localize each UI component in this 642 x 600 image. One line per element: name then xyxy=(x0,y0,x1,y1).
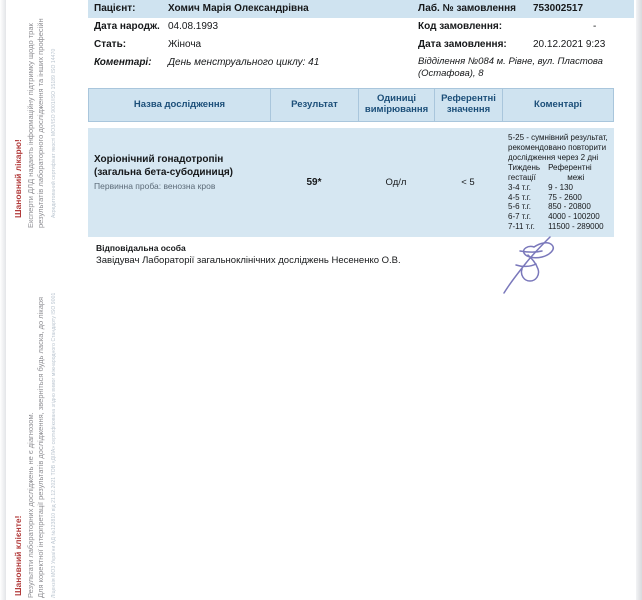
margin-client-license: Ліцензія МОЗ України АД №123810 від 21.12.2021 TOB «ДІЛА» сертифікована згідно вимог міжнародного Стандарту ISO 9001 xyxy=(51,292,57,598)
gestation-header-week-2: гестації xyxy=(508,173,536,182)
margin-doctor-accreditation: Акредитований сертифікат якості МОЗ/ISO 9001/ISO 15189 ISO 14470 xyxy=(51,48,57,218)
comment-line-2: рекомендовано повторити xyxy=(508,142,607,152)
header-row-birthdate xyxy=(88,18,634,36)
gestation-reference-table xyxy=(508,163,608,231)
margin-doctor-line-1: Експерти ДЛД надають інформаційну підтримку щодо трак xyxy=(26,23,35,228)
test-sample-text: Первинна проба: венозна кров xyxy=(94,181,216,191)
lab-number-label: Лаб. № замовлення xyxy=(418,3,516,14)
column-header-unit: Одиниці вимірювання xyxy=(359,89,435,121)
margin-doctor-line-2: результатів лабораторного дослідження та інших професійн xyxy=(36,18,45,228)
page-edge-right xyxy=(636,0,642,600)
column-header-name: Назва дослідження xyxy=(89,89,271,121)
margin-client-line-1: Результати лабораторних досліджень не є діагнозом. xyxy=(26,412,35,598)
signature-block xyxy=(96,243,616,266)
column-header-comments: Коментарі xyxy=(534,98,582,110)
order-code-value: - xyxy=(593,21,597,32)
column-header-reference: Референтні значення xyxy=(435,89,503,121)
gestation-week: 3-4 т.г. xyxy=(508,182,531,192)
signature-mark-icon xyxy=(476,231,572,301)
column-header-result: Результат xyxy=(271,89,359,121)
margin-doctor-title: Шановний лікарю! xyxy=(13,139,23,218)
gestation-row xyxy=(508,202,608,212)
gestation-row xyxy=(508,183,608,193)
gestation-week: 6-7 т.г. xyxy=(508,212,531,221)
header-row-patient xyxy=(88,0,634,18)
order-code-label: Код замовлення: xyxy=(418,21,503,32)
margin-client-title: Шановний клієнте! xyxy=(13,515,23,596)
gestation-header-row-2 xyxy=(508,173,608,183)
birthdate-value: 04.08.1993 xyxy=(168,21,219,32)
header-row-sex xyxy=(88,36,634,54)
results-table xyxy=(88,88,614,237)
cell-unit: Од/л xyxy=(385,176,407,188)
gestation-header-week-1: Тиждень xyxy=(508,163,541,173)
gestation-range: 11500 - 289000 xyxy=(548,221,604,231)
gestation-row xyxy=(508,212,608,222)
branch-address: Відділення №084 м. Рівне, вул. Пластова (Остафова), 8 xyxy=(418,56,603,79)
gestation-header-range-1: Референтні xyxy=(548,163,592,173)
table-row xyxy=(88,128,614,237)
comment-line-3: дослідження через 2 дні xyxy=(508,152,599,162)
patient-label: Пацієнт: xyxy=(94,3,136,14)
cell-test-name xyxy=(88,128,270,237)
sex-value: Жіноча xyxy=(168,39,202,50)
gestation-header-range-2: межі xyxy=(567,173,585,182)
gestation-range: 75 - 2600 xyxy=(548,192,582,202)
sex-label: Стать: xyxy=(94,39,127,50)
gestation-range: 4000 - 100200 xyxy=(548,212,600,221)
margin-client-line-2: Для коректної інтерпретації результатів дослідження, зверніться будь ласка, до лікаря xyxy=(36,296,45,598)
comment-line-1: 5-25 - сумнівний результат, xyxy=(508,133,608,142)
cell-result-value: 59* xyxy=(306,176,322,188)
birthdate-label: Дата народж. xyxy=(94,21,160,32)
report-header xyxy=(88,0,634,82)
table-header-row xyxy=(88,88,614,122)
patient-value: Хомич Марія Олександрівна xyxy=(168,3,309,14)
order-date-value: 20.12.2021 9:23 xyxy=(533,39,606,50)
gestation-range: 9 - 130 xyxy=(548,182,573,192)
gestation-header-row xyxy=(508,163,608,173)
header-row-comments xyxy=(88,54,634,82)
gestation-week: 5-6 т.г. xyxy=(508,202,531,212)
gestation-week: 7-11 т.г. xyxy=(508,221,535,231)
order-date-label: Дата замовлення: xyxy=(418,39,507,50)
comments-label: Коментарі: xyxy=(94,57,152,68)
gestation-range: 850 - 20800 xyxy=(548,202,591,212)
comments-value: День менструального циклу: 41 xyxy=(168,57,320,68)
cell-comments xyxy=(502,128,614,237)
left-margin-notes xyxy=(0,0,88,600)
signature-person-name: Завідувач Лабораторії загальноклінічних досліджень Несененко О.В. xyxy=(96,255,401,266)
test-name-text: Хоріонічний гонадотропін (загальна бета-субодиниця) xyxy=(94,154,234,178)
cell-reference-range: < 5 xyxy=(461,176,475,188)
gestation-week: 4-5 т.г. xyxy=(508,192,531,202)
signature-role-label: Відповідальна особа xyxy=(96,243,186,253)
gestation-row xyxy=(508,193,608,203)
lab-number-value: 753002517 xyxy=(533,3,584,14)
